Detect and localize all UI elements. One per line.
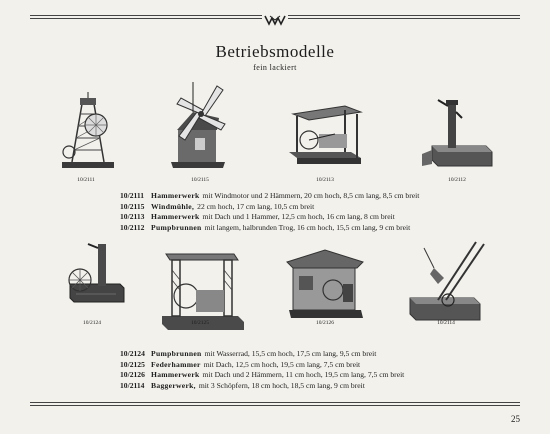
list-item: 10/2112 Pumpbrunnen mit langem, halbrunden Trog, 16 cm hoch, 15,5 cm lang, 9 cm breit — [120, 222, 411, 232]
model-baggerwerk — [404, 240, 494, 326]
model-list-2 — [120, 349, 404, 391]
model-hammerwerk-dach — [285, 104, 365, 166]
model-pumpbrunnen-trog — [418, 94, 496, 172]
caption-10-2124: 10/2124 — [82, 320, 102, 326]
list-item: 10/2126 Hammerwerk mit Dach und 2 Hämmern, 11 cm hoch, 19,5 cm lang, 7,5 cm breit — [120, 370, 405, 379]
caption-10-2113: 10/2113 — [316, 177, 334, 183]
caption-10-2126: 10/2126 — [315, 320, 335, 326]
bottom-rule — [30, 402, 520, 406]
wb-monogram-icon — [262, 11, 288, 23]
page-subtitle: fein lackiert — [253, 63, 297, 72]
page-number: 25 — [511, 414, 520, 424]
caption-10-2115: 10/2115 — [191, 177, 209, 183]
model-pumpbrunnen-wasserrad — [62, 240, 132, 310]
model-hammerwerk-2-haemmer — [285, 248, 365, 322]
caption-10-2111: 10/2111 — [77, 177, 95, 183]
model-list-1 — [120, 191, 419, 233]
caption-10-2112: 10/2112 — [448, 177, 466, 183]
list-item: 10/2111 Hammerwerk mit Windmotor und 2 Hämmern, 20 cm hoch, 8,5 cm lang, 8,5 cm breit — [120, 191, 420, 200]
caption-10-2114: 10/2114 — [437, 320, 455, 326]
list-item: 10/2115 Windmühle, 22 cm hoch, 17 cm lang, 10,5 cm breit — [120, 201, 315, 211]
model-windmuehle — [163, 78, 233, 170]
list-item: 10/2114 Baggerwerk, mit 3 Schöpfern, 18 cm hoch, 18,5 cm lang, 9 cm breit — [120, 380, 365, 390]
list-item: 10/2125 Federhammer mit Dach, 12,5 cm hoch, 19,5 cm lang, 7,5 cm breit — [120, 359, 361, 369]
model-hammerwerk-windmotor — [58, 92, 118, 172]
list-item: 10/2124 Pumpbrunnen mit Wasserrad, 15,5 cm hoch, 17,5 cm lang, 9,5 cm breit — [120, 349, 377, 358]
caption-10-2125: 10/2125 — [190, 320, 210, 326]
page-title: Betriebsmodelle — [215, 42, 335, 61]
list-item: 10/2113 Hammerwerk mit Dach und 1 Hammer, 12,5 cm hoch, 16 cm lang, 8 cm breit — [120, 212, 395, 221]
